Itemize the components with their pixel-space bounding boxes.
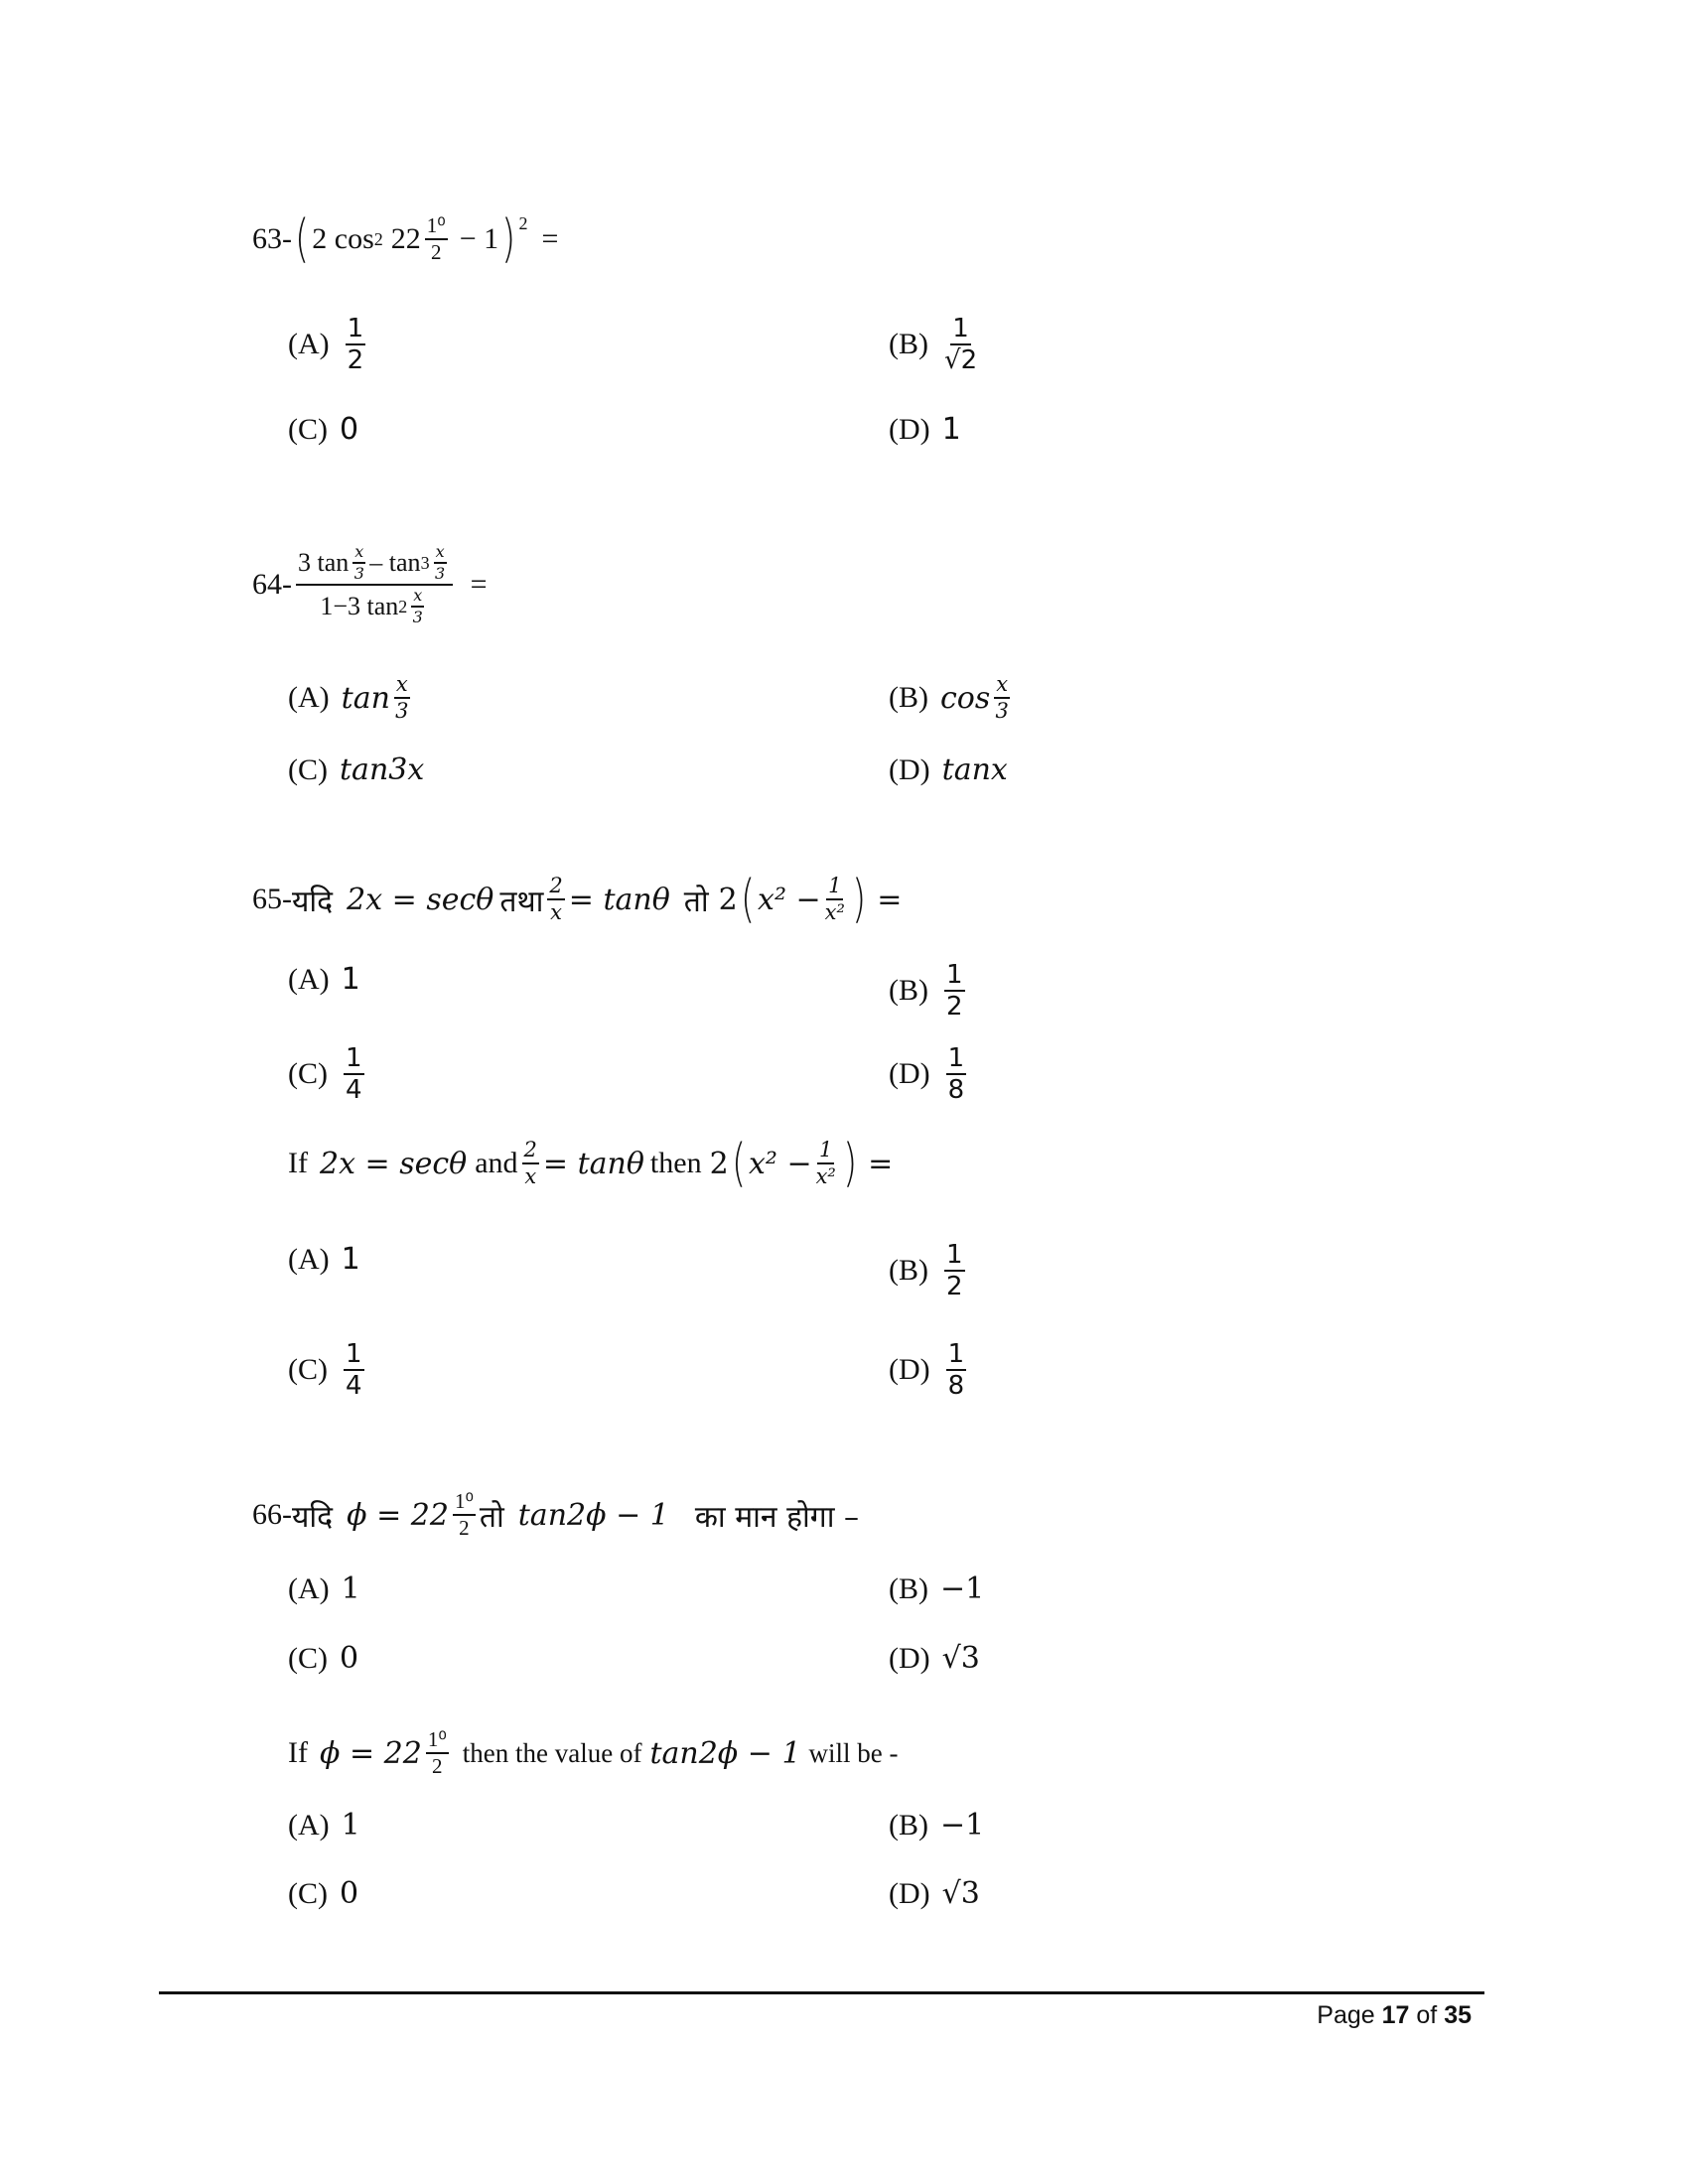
option-value: tanx: [941, 752, 1008, 787]
math-text: ϕ = 22: [347, 1497, 449, 1533]
option-label: (C): [288, 1057, 328, 1090]
denominator: 2: [459, 1516, 470, 1540]
denominator: [320, 586, 428, 625]
option-label: (B): [889, 681, 928, 714]
option-label: (D): [889, 1876, 930, 1910]
option-value: −1: [940, 1808, 985, 1843]
option-d[interactable]: [889, 752, 1008, 787]
text: If: [288, 1147, 308, 1179]
left-paren: (: [740, 870, 755, 929]
option-value: 1: [941, 412, 961, 447]
option-a[interactable]: [288, 316, 369, 373]
question-number: 66-: [252, 1498, 292, 1531]
numerator: 1: [826, 876, 843, 900]
question-66-stem-english: [288, 1729, 899, 1777]
option-b[interactable]: [889, 1808, 984, 1843]
page-number: 17: [1381, 2001, 1410, 2029]
expr-text: 3 tan: [298, 548, 350, 577]
fraction: [816, 1140, 836, 1187]
denominator: √2: [944, 345, 978, 375]
denominator: 3: [434, 564, 446, 583]
option-label: (C): [288, 1641, 328, 1675]
text: and: [475, 1147, 518, 1179]
denominator: 3: [412, 608, 423, 626]
option-b[interactable]: [889, 316, 981, 373]
option-fraction: [994, 674, 1010, 722]
math-text: tan2ϕ − 1: [517, 1497, 669, 1533]
text: If: [288, 1736, 308, 1769]
fraction: [426, 1729, 449, 1777]
fraction: [547, 876, 564, 923]
question-65-stem-hindi: [252, 870, 903, 929]
math-text: x² −: [758, 882, 821, 917]
option-label: (A): [288, 328, 330, 360]
of-word: of: [1416, 2001, 1438, 2029]
denominator: 8: [947, 1371, 965, 1401]
option-label: (D): [889, 752, 930, 786]
option-c[interactable]: [288, 412, 358, 447]
option-fraction: [946, 1341, 967, 1399]
option-fraction: [944, 962, 965, 1020]
option-label: (C): [288, 1353, 328, 1386]
exponent: 2: [373, 228, 383, 249]
option-c[interactable]: [288, 752, 424, 787]
denominator: x: [550, 900, 562, 924]
option-value: 1: [341, 1242, 360, 1277]
numerator: 1: [817, 1140, 834, 1164]
option-label: (D): [889, 1057, 930, 1090]
denominator: 3: [395, 699, 409, 723]
expr-text: − 1: [459, 222, 499, 255]
denominator: 2: [946, 992, 963, 1022]
left-paren: (: [295, 209, 310, 269]
text: then: [649, 1147, 702, 1179]
math-text: = tanθ: [542, 1146, 644, 1181]
exponent: 2: [398, 597, 408, 616]
main-fraction: [296, 544, 453, 625]
numerator: 1: [946, 1240, 963, 1270]
expr-text: 22: [390, 222, 421, 255]
numerator: x: [434, 544, 447, 564]
option-b[interactable]: [889, 1242, 969, 1299]
option-d[interactable]: [889, 1341, 970, 1399]
expr-text: 2 cos: [312, 222, 374, 255]
math-text: 2: [709, 1146, 729, 1181]
denominator: 2: [347, 345, 364, 375]
equals-sign: =: [541, 222, 559, 255]
option-label: (B): [889, 1254, 928, 1287]
fraction: [352, 544, 365, 582]
question-number: 63-: [252, 222, 292, 255]
option-fraction: [944, 316, 977, 373]
option-label: (B): [889, 974, 928, 1007]
option-label: (C): [288, 1876, 328, 1910]
option-d[interactable]: [889, 1641, 980, 1676]
fraction: [825, 876, 845, 923]
option-fraction: [946, 1045, 967, 1103]
option-value: 1: [341, 962, 360, 997]
numerator: x: [411, 588, 424, 608]
question-number: 65-: [252, 883, 292, 915]
denominator: 2: [431, 240, 442, 264]
text: will be -: [808, 1737, 899, 1768]
numerator: 1⁰: [425, 215, 448, 240]
numerator: 1⁰: [426, 1729, 449, 1754]
math-text: tan2ϕ − 1: [649, 1735, 801, 1771]
numerator: x: [352, 544, 365, 564]
page-word: Page: [1317, 2001, 1375, 2029]
numerator: 1: [346, 1043, 362, 1073]
option-value: √3: [941, 1641, 980, 1676]
denominator: 8: [947, 1075, 965, 1105]
question-66-stem-hindi: [252, 1491, 859, 1539]
expr-text: – tan: [369, 548, 421, 577]
option-value: 0: [340, 1641, 359, 1676]
option-b[interactable]: [889, 1571, 984, 1606]
option-label: (A): [288, 1242, 330, 1276]
math-text: 2x = secθ: [319, 1146, 468, 1181]
option-a[interactable]: [288, 962, 360, 997]
numerator: 1: [947, 1043, 965, 1073]
numerator: 2: [547, 876, 564, 900]
denominator: 3: [995, 699, 1009, 723]
denominator: 2: [432, 1754, 443, 1778]
option-label: (B): [889, 1571, 928, 1605]
option-c[interactable]: [288, 1876, 358, 1911]
fraction: [453, 1491, 476, 1539]
option-label: (C): [288, 752, 328, 786]
exponent: 2: [518, 213, 528, 233]
text: का मान होगा –: [694, 1499, 859, 1535]
option-label: (C): [288, 412, 328, 446]
option-label: (D): [889, 1641, 930, 1675]
denominator: 3: [353, 564, 364, 583]
option-fraction: [344, 1045, 364, 1103]
fraction: [522, 1140, 539, 1187]
numerator: x: [394, 674, 410, 699]
right-paren: ): [842, 1134, 858, 1193]
text: यदि: [292, 884, 334, 919]
option-value: −1: [940, 1571, 985, 1606]
text: यदि: [292, 1499, 334, 1535]
question-64-stem: [252, 544, 488, 625]
math-text: = tanθ: [568, 882, 670, 917]
option-label: (A): [288, 962, 330, 996]
option-a[interactable]: [288, 1571, 360, 1606]
fraction: [425, 215, 448, 263]
numerator: 1: [947, 1339, 965, 1369]
math-text: ϕ = 22: [319, 1735, 422, 1771]
page-footer: [1317, 2001, 1472, 2030]
option-c[interactable]: [288, 1045, 368, 1103]
math-text: x² −: [748, 1146, 812, 1181]
option-label: (A): [288, 1808, 330, 1842]
option-d[interactable]: [889, 1876, 980, 1911]
page-total: 35: [1444, 2001, 1472, 2029]
option-d[interactable]: [889, 412, 961, 447]
numerator: [296, 544, 453, 586]
denominator: 2: [946, 1272, 963, 1301]
denominator: 4: [346, 1075, 362, 1105]
option-a[interactable]: [288, 674, 414, 722]
option-fraction: [394, 674, 410, 722]
exponent: 3: [420, 553, 430, 573]
numerator: 1: [346, 1339, 362, 1369]
denominator: x: [524, 1164, 537, 1188]
equals-sign: =: [868, 1146, 894, 1181]
question-number: 64-: [252, 568, 292, 601]
option-fraction: [346, 316, 366, 373]
option-label: (A): [288, 1571, 330, 1605]
denominator: x²: [824, 900, 845, 924]
numerator: 1: [347, 314, 364, 343]
equals-sign: =: [877, 882, 903, 917]
option-label: (D): [889, 412, 930, 446]
numerator: 2: [522, 1140, 539, 1164]
fraction: [411, 588, 424, 625]
denominator: x²: [815, 1164, 836, 1188]
expr-text: 1−3 tan: [320, 592, 399, 620]
question-65-stem-english: [288, 1134, 894, 1193]
denominator: 4: [346, 1371, 362, 1401]
option-b[interactable]: [889, 674, 1014, 722]
option-d[interactable]: [889, 1045, 970, 1103]
text: then the value of: [462, 1737, 642, 1768]
numerator: 1: [946, 960, 963, 990]
text: तो: [683, 884, 709, 919]
fraction: [434, 544, 447, 582]
option-fraction: [944, 1242, 965, 1299]
option-fraction: [344, 1341, 364, 1399]
option-c[interactable]: [288, 1341, 368, 1399]
right-paren: ): [501, 209, 516, 269]
left-paren: (: [731, 1134, 746, 1193]
equals-sign: =: [470, 568, 488, 601]
option-a[interactable]: [288, 1242, 360, 1277]
text: तो: [479, 1499, 504, 1535]
question-63-stem: [252, 209, 559, 269]
math-text: 2: [718, 882, 738, 917]
option-label: (B): [889, 328, 928, 360]
numerator: 1: [952, 314, 969, 343]
option-b[interactable]: [889, 962, 969, 1020]
option-value: 0: [340, 412, 359, 447]
math-text: 2x = secθ: [347, 882, 494, 917]
footer-divider: [159, 1991, 1484, 1994]
option-label: (A): [288, 681, 330, 714]
option-c[interactable]: [288, 1641, 358, 1676]
option-value: tan3x: [340, 752, 425, 787]
numerator: x: [994, 674, 1010, 699]
option-value: cos: [940, 680, 991, 716]
option-a[interactable]: [288, 1808, 360, 1843]
option-value: tan: [341, 680, 390, 716]
numerator: 1⁰: [453, 1491, 476, 1516]
text: तथा: [499, 884, 544, 919]
option-value: 0: [340, 1876, 359, 1911]
option-label: (D): [889, 1353, 930, 1386]
option-label: (B): [889, 1808, 928, 1842]
right-paren: ): [851, 870, 867, 929]
option-value: 1: [341, 1808, 360, 1843]
option-value: 1: [341, 1571, 360, 1606]
option-value: √3: [941, 1876, 980, 1911]
